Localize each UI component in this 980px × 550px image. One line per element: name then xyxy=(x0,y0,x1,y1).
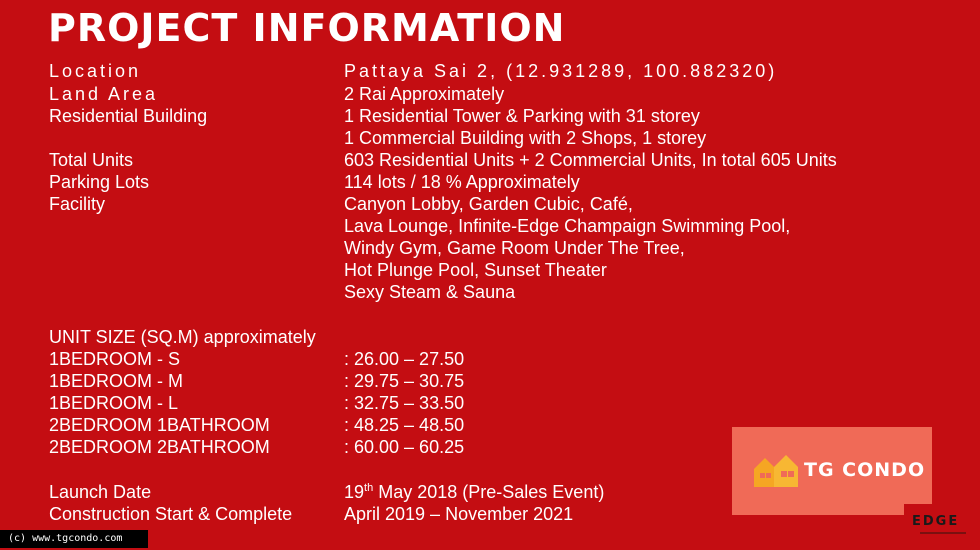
tg-condo-text: TG CONDO xyxy=(804,459,926,481)
facility-label: Facility xyxy=(49,194,106,214)
location-value: Pattaya Sai 2, (12.931289, 100.882320) xyxy=(344,61,778,81)
info-row-residential xyxy=(0,105,980,127)
unit-type-label: 1BEDROOM - M xyxy=(49,371,184,391)
edge-logo-underline xyxy=(920,532,966,534)
residential-line: 1 Residential Tower & Parking with 31 storey xyxy=(344,106,700,126)
unit-type-label: 1BEDROOM - L xyxy=(49,393,179,413)
edge-logo xyxy=(904,504,980,550)
construction-value: April 2019 – November 2021 xyxy=(344,504,574,524)
unit-size-row xyxy=(0,348,980,370)
unit-size-heading: UNIT SIZE (SQ.M) approximately xyxy=(49,327,316,347)
info-row-facility-3 xyxy=(0,237,980,259)
launch-day: 19 xyxy=(344,482,365,502)
info-row-residential-2 xyxy=(0,127,980,149)
unit-type-label: 2BEDROOM 1BATHROOM xyxy=(49,415,270,435)
unit-size-heading-row xyxy=(0,326,980,348)
total-units-label: Total Units xyxy=(49,150,134,170)
land-area-label: Land Area xyxy=(49,84,159,104)
unit-type-label: 2BEDROOM 2BATHROOM xyxy=(49,437,270,457)
total-units-value: 603 Residential Units + 2 Commercial Units, In total 605 Units xyxy=(344,150,837,170)
parking-label: Parking Lots xyxy=(49,172,150,192)
unit-size-value: : 29.75 – 30.75 xyxy=(344,371,465,391)
info-row-facility-5 xyxy=(0,281,980,303)
construction-label: Construction Start & Complete xyxy=(49,504,293,524)
page-title: PROJECT INFORMATION xyxy=(48,6,566,50)
launch-rest: May 2018 (Pre-Sales Event) xyxy=(373,482,605,502)
launch-value xyxy=(344,481,604,503)
copyright-watermark: (c) www.tgcondo.com xyxy=(0,530,148,548)
info-row-facility-4 xyxy=(0,259,980,281)
info-row-location xyxy=(0,60,980,82)
unit-size-value: : 32.75 – 33.50 xyxy=(344,393,465,413)
location-label: Location xyxy=(49,61,142,81)
unit-size-value: : 26.00 – 27.50 xyxy=(344,349,465,369)
info-row-parking xyxy=(0,171,980,193)
facility-line: Windy Gym, Game Room Under The Tree, xyxy=(344,238,685,258)
facility-line: Hot Plunge Pool, Sunset Theater xyxy=(344,260,607,280)
unit-type-label: 1BEDROOM - S xyxy=(49,349,181,369)
facility-line: Canyon Lobby, Garden Cubic, Café, xyxy=(344,194,633,214)
residential-label: Residential Building xyxy=(49,106,208,126)
info-row-facility-2 xyxy=(0,215,980,237)
launch-day-suffix: th xyxy=(364,482,374,494)
launch-label: Launch Date xyxy=(49,482,152,502)
facility-line: Sexy Steam & Sauna xyxy=(344,282,516,302)
house-logo-icon xyxy=(752,453,800,489)
unit-size-value: : 60.00 – 60.25 xyxy=(344,437,465,457)
unit-size-value: : 48.25 – 48.50 xyxy=(344,415,465,435)
tg-condo-watermark xyxy=(732,427,932,515)
info-row-total-units xyxy=(0,149,980,171)
facility-line: Lava Lounge, Infinite-Edge Champaign Swimming Pool, xyxy=(344,216,791,236)
info-row-facility xyxy=(0,193,980,215)
parking-value: 114 lots / 18 % Approximately xyxy=(344,172,580,192)
residential-line: 1 Commercial Building with 2 Shops, 1 storey xyxy=(344,128,707,148)
unit-size-row xyxy=(0,392,980,414)
edge-logo-text: EDGE xyxy=(912,514,960,529)
info-row-land-area xyxy=(0,83,980,105)
land-area-value: 2 Rai Approximately xyxy=(344,84,505,104)
unit-size-row xyxy=(0,370,980,392)
